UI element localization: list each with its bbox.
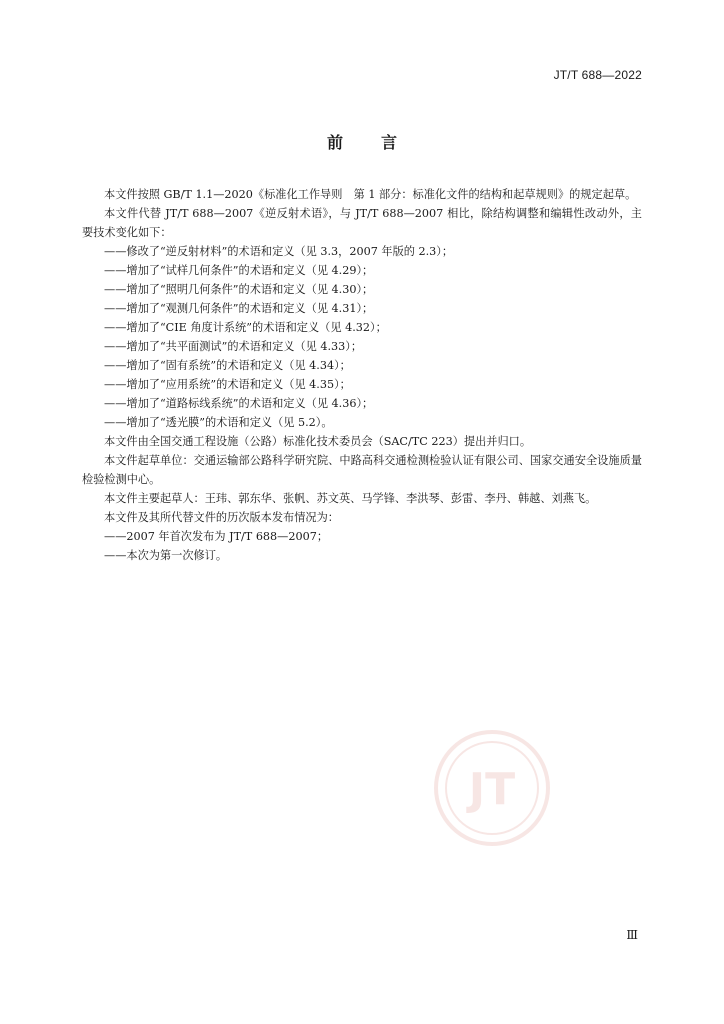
paragraph-drafters: 本文件主要起草人：王玮、郭东华、张帆、苏文英、马学锋、李洪琴、彭雷、李丹、韩越、刘燕飞。 [104,492,597,505]
page-number: Ⅲ [626,928,638,942]
paragraph-history-intro: 本文件及其所代替文件的历次版本发布情况为： [104,511,339,524]
paragraph-committee: 本文件由全国交通工程设施（公路）标准化技术委员会（SAC/TC 223）提出并归口。 [104,435,532,448]
list-item: ——2007 年首次发布为 JT/T 688—2007； [104,530,329,543]
paragraph-replacement: 本文件代替 JT/T 688—2007《逆反射术语》，与 JT/T 688—2007 相比，除结构调整和编辑性改动外，主要技术变化如下： [82,207,642,239]
paragraph-drafting-rule: 本文件按照 GB/T 1.1—2020《标准化工作导则 第 1 部分：标准化文件的结构和起草规则》的规定起草。 [104,188,637,201]
list-item: ——增加了“固有系统”的术语和定义（见 4.34）； [104,359,351,372]
page-title [0,130,724,153]
list-item: ——修改了“逆反射材料”的术语和定义（见 3.3，2007 年版的 2.3）； [104,245,454,258]
title-part-2: 言 [381,133,398,152]
list-item: ——增加了“应用系统”的术语和定义（见 4.35）； [104,378,351,391]
paragraph-drafting-units: 本文件起草单位：交通运输部公路科学研究院、中路高科交通检测检验认证有限公司、国家交通安全设施质量检验检测中心。 [82,454,642,486]
foreword-body [82,185,642,565]
list-item: ——增加了“CIE 角度计系统”的术语和定义（见 4.32）； [104,321,387,334]
jt-seal-watermark [432,728,552,848]
list-item: ——增加了“共平面测试”的术语和定义（见 4.33）； [104,340,363,353]
list-item: ——增加了“透光膜”的术语和定义（见 5.2）。 [104,416,333,429]
changes-list [82,242,642,432]
list-item: ——增加了“试样几何条件”的术语和定义（见 4.29）； [104,264,374,277]
list-item: ——增加了“观测几何条件”的术语和定义（见 4.31）； [104,302,374,315]
list-item: ——增加了“照明几何条件”的术语和定义（见 4.30）； [104,283,374,296]
watermark-text: JT [468,764,516,815]
standard-code: JT/T 688—2022 [553,68,642,82]
list-item: ——本次为第一次修订。 [104,549,228,562]
history-list [82,527,642,565]
list-item: ——增加了“道路标线系统”的术语和定义（见 4.36）； [104,397,374,410]
title-part-1: 前 [326,133,343,152]
